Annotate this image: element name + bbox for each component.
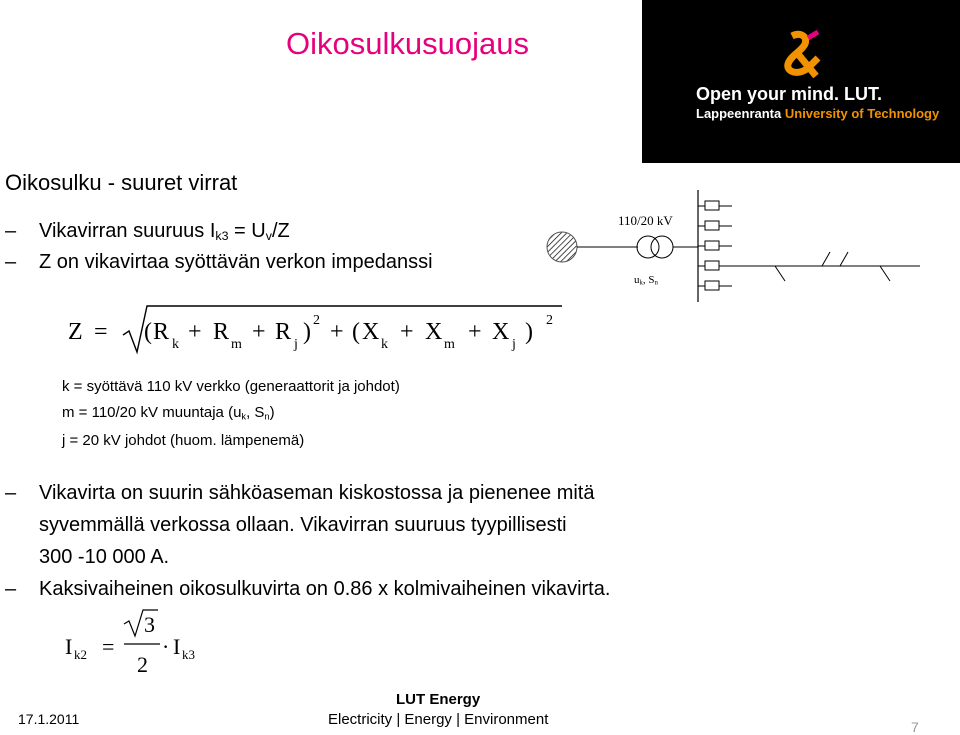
bullet-fault-current: – Vikavirran suuruus $I_{k3} = U_v/Z$ bbox=[5, 220, 290, 244]
footer-brand: LUT Energy bbox=[396, 691, 481, 708]
svg-text:m: m bbox=[231, 337, 242, 352]
svg-text:(: ( bbox=[144, 319, 152, 345]
bullet-max-current-range: 300 -10 000 A. bbox=[39, 546, 170, 568]
svg-text:+: + bbox=[400, 319, 414, 345]
current-formula bbox=[60, 606, 220, 680]
transformer-winding-icon bbox=[637, 236, 659, 258]
legend-j: j = 20 kV johdot (huom. lämpenemä) bbox=[62, 432, 305, 449]
svg-text:m: m bbox=[444, 337, 455, 352]
grid-source-icon bbox=[547, 232, 577, 262]
svg-text:j: j bbox=[512, 337, 516, 352]
logo-university: Lappeenranta University of Technology bbox=[696, 106, 940, 121]
transformer-params: $u_k$, $S_n$ bbox=[634, 274, 658, 287]
transformer-winding-icon bbox=[651, 236, 673, 258]
svg-text:(: ( bbox=[352, 319, 360, 345]
svg-text:j: j bbox=[294, 337, 298, 352]
impedance-formula bbox=[60, 298, 580, 360]
slide-subtitle: Oikosulku - suuret virrat bbox=[5, 170, 238, 195]
svg-text:k: k bbox=[172, 337, 179, 352]
footer-tagline: Electricity | Energy | Environment bbox=[328, 711, 549, 728]
svg-text:·: · bbox=[162, 634, 170, 659]
svg-text:2: 2 bbox=[313, 313, 320, 328]
svg-text:+: + bbox=[330, 319, 344, 345]
svg-text:3: 3 bbox=[144, 612, 155, 637]
svg-text:+: + bbox=[468, 319, 482, 345]
svg-text:=: = bbox=[102, 634, 115, 659]
svg-text:): ) bbox=[303, 319, 311, 345]
bullet-max-current-cont: syvemmällä verkossa ollaan. Vikavirran suuruus tyypillisesti bbox=[39, 514, 567, 536]
formula-eq: = bbox=[94, 319, 108, 345]
svg-text:R: R bbox=[153, 319, 170, 345]
lut-logo-panel bbox=[642, 0, 960, 163]
svg-text:R: R bbox=[213, 319, 230, 345]
footer-date: 17.1.2011 bbox=[18, 711, 80, 727]
bullet-max-current: – Vikavirta on suurin sähköaseman kiskostossa ja pienenee mitä bbox=[5, 482, 595, 504]
slide-title: Oikosulkusuojaus bbox=[286, 26, 529, 61]
svg-text:k3: k3 bbox=[182, 647, 195, 662]
svg-text:k2: k2 bbox=[74, 647, 87, 662]
lut-logo-icon bbox=[778, 30, 824, 80]
svg-text:R: R bbox=[275, 319, 292, 345]
svg-text:X: X bbox=[492, 319, 510, 345]
svg-text:+: + bbox=[188, 319, 202, 345]
svg-text:I: I bbox=[65, 634, 73, 659]
svg-text:I: I bbox=[173, 634, 181, 659]
transformer-label: 110/20 kV bbox=[618, 213, 673, 228]
bullet-impedance: – Z on vikavirtaa syöttävän verkon impedanssi bbox=[5, 251, 433, 273]
network-diagram bbox=[540, 180, 960, 310]
svg-text:k: k bbox=[381, 337, 388, 352]
feeders bbox=[698, 201, 920, 290]
bullet-two-phase: – Kaksivaiheinen oikosulkuvirta on 0.86 x kolmivaiheinen vikavirta. bbox=[5, 578, 611, 600]
svg-text:+: + bbox=[252, 319, 266, 345]
logo-tagline: Open your mind. LUT. bbox=[696, 84, 883, 104]
svg-text:X: X bbox=[425, 319, 443, 345]
svg-text:X: X bbox=[362, 319, 380, 345]
legend-k: k = syöttävä 110 kV verkko (generaattorit ja johdot) bbox=[62, 378, 400, 395]
legend-m: m = 110/20 kV muuntaja ($u_k$, $S_n$) bbox=[62, 404, 275, 422]
svg-text:2: 2 bbox=[137, 652, 148, 677]
svg-text:): ) bbox=[525, 319, 533, 345]
formula-lhs: Z bbox=[68, 319, 83, 345]
svg-text:2: 2 bbox=[546, 313, 553, 328]
page-number: 7 bbox=[911, 719, 919, 735]
